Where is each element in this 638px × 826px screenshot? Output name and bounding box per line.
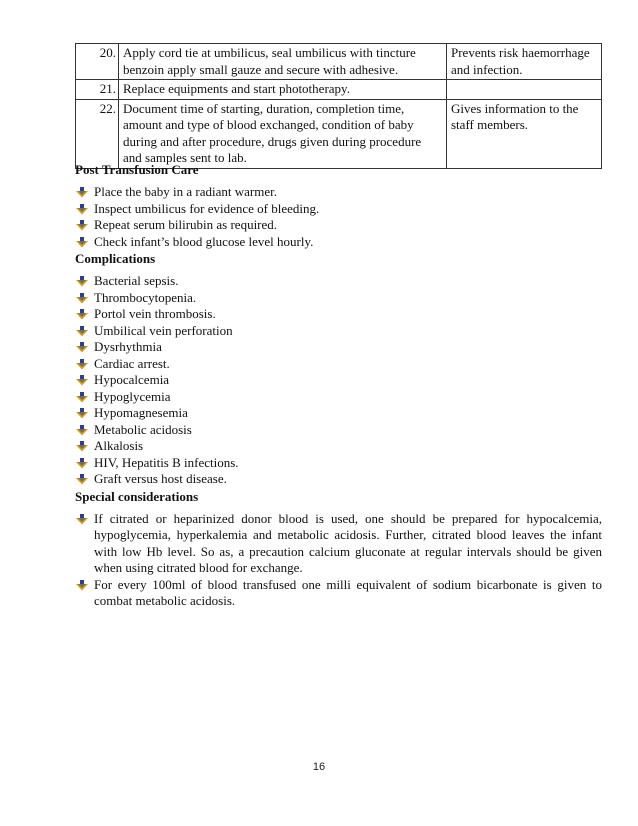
- list-item: [75, 389, 602, 406]
- list-item: [75, 306, 602, 323]
- list-item: [75, 290, 602, 307]
- list-item-text: Hypoglycemia: [94, 388, 171, 404]
- list-item-text: Umbilical vein perforation: [94, 322, 233, 338]
- list-item: [75, 217, 602, 234]
- arrow-down-bullet-icon: [76, 342, 88, 353]
- list-item: [75, 184, 602, 201]
- list-item-text: For every 100ml of blood transfused one milli equivalent of sodium bicarbonate is given to combat metabolic acidosis.: [94, 576, 602, 608]
- list-item: [75, 455, 602, 472]
- step-rationale: [447, 80, 602, 100]
- list-item-text: Graft versus host disease.: [94, 471, 227, 486]
- list-item: [75, 323, 602, 340]
- list-item: [75, 339, 602, 356]
- table-row: [76, 80, 602, 100]
- list-item: [75, 234, 602, 251]
- arrow-down-bullet-icon: [76, 204, 88, 215]
- arrow-down-bullet-icon: [76, 220, 88, 231]
- arrow-down-bullet-icon: [76, 326, 88, 337]
- arrow-down-bullet-icon: [76, 237, 88, 248]
- list-item-text: Thrombocytopenia.: [94, 289, 197, 305]
- list-item-text: Portol vein thrombosis.: [94, 306, 216, 321]
- arrow-down-bullet-icon: [76, 276, 88, 287]
- list-item-text: Bacterial sepsis.: [94, 273, 179, 288]
- arrow-down-bullet-icon: [76, 293, 88, 304]
- list-item-text: Inspect umbilicus for evidence of bleeding.: [94, 200, 320, 216]
- step-action: Apply cord tie at umbilicus, seal umbilicus with tincture benzoin apply small gauze and secure with adhesive.: [119, 44, 447, 80]
- step-action: Document time of starting, duration, completion time, amount and type of blood exchanged, condition of baby during and after procedure, drugs given during procedure and samples sent to lab.: [119, 99, 447, 168]
- list-item-text: Alkalosis: [94, 438, 144, 453]
- table-row: [76, 44, 602, 80]
- list-item: [75, 405, 602, 422]
- step-number: 22.: [76, 99, 119, 168]
- list-item: [75, 422, 602, 439]
- list-item: [75, 438, 602, 455]
- arrow-down-bullet-icon: [76, 441, 88, 452]
- step-rationale: Gives information to the staff members.: [447, 99, 602, 168]
- arrow-down-bullet-icon: [76, 514, 88, 525]
- arrow-down-bullet-icon: [76, 375, 88, 386]
- arrow-down-bullet-icon: [76, 408, 88, 419]
- list-item-text: Cardiac arrest.: [94, 355, 170, 371]
- list-item-text: Place the baby in a radiant warmer.: [94, 184, 278, 199]
- list-item-text: If citrated or heparinized donor blood is used, one should be prepared for hypocalcemia, hypoglycemia, hyperkalemia and metabolic acidosis. Further, citrated blood leaves the infant with low Hb level. So as, a precaution calcium gluconate at regular intervals should be given when using citrated blood for exchange.: [94, 510, 602, 575]
- list-item-text: Hypomagnesemia: [94, 405, 188, 420]
- main-content: [75, 161, 602, 610]
- list-item-text: Metabolic acidosis: [94, 421, 192, 437]
- step-number: 20.: [76, 44, 119, 80]
- arrow-down-bullet-icon: [76, 359, 88, 370]
- list-item: [75, 201, 602, 218]
- arrow-down-bullet-icon: [76, 187, 88, 198]
- step-rationale: Prevents risk haemorrhage and infection.: [447, 44, 602, 80]
- table-row: [76, 99, 602, 168]
- section-heading-post-transfusion: Post Transfusion Care: [75, 162, 199, 177]
- arrow-down-bullet-icon: [76, 425, 88, 436]
- list-item-text: Check infant’s blood glucose level hourly.: [94, 233, 314, 249]
- section-heading-complications: Complications: [75, 251, 156, 266]
- list-item-text: HIV, Hepatitis B infections.: [94, 454, 239, 470]
- list-item: [75, 372, 602, 389]
- arrow-down-bullet-icon: [76, 458, 88, 469]
- list-item: [75, 273, 602, 290]
- list-item-text: Repeat serum bilirubin as required.: [94, 217, 278, 232]
- list-item: [75, 577, 602, 610]
- list-item: [75, 471, 602, 488]
- list-item: [75, 511, 602, 577]
- arrow-down-bullet-icon: [76, 580, 88, 591]
- arrow-down-bullet-icon: [76, 474, 88, 485]
- list-item: [75, 356, 602, 373]
- post-transfusion-list: [75, 184, 602, 250]
- procedure-table: [75, 43, 602, 169]
- arrow-down-bullet-icon: [76, 309, 88, 320]
- complications-list: [75, 273, 602, 488]
- list-item-text: Dysrhythmia: [94, 339, 162, 354]
- arrow-down-bullet-icon: [76, 392, 88, 403]
- special-considerations-list: [75, 511, 602, 610]
- step-number: 21.: [76, 80, 119, 100]
- section-heading-special-considerations: Special considerations: [75, 488, 199, 504]
- list-item-text: Hypocalcemia: [94, 372, 170, 387]
- page-number: 16: [312, 761, 326, 773]
- step-action: Replace equipments and start phototherapy.: [119, 80, 447, 100]
